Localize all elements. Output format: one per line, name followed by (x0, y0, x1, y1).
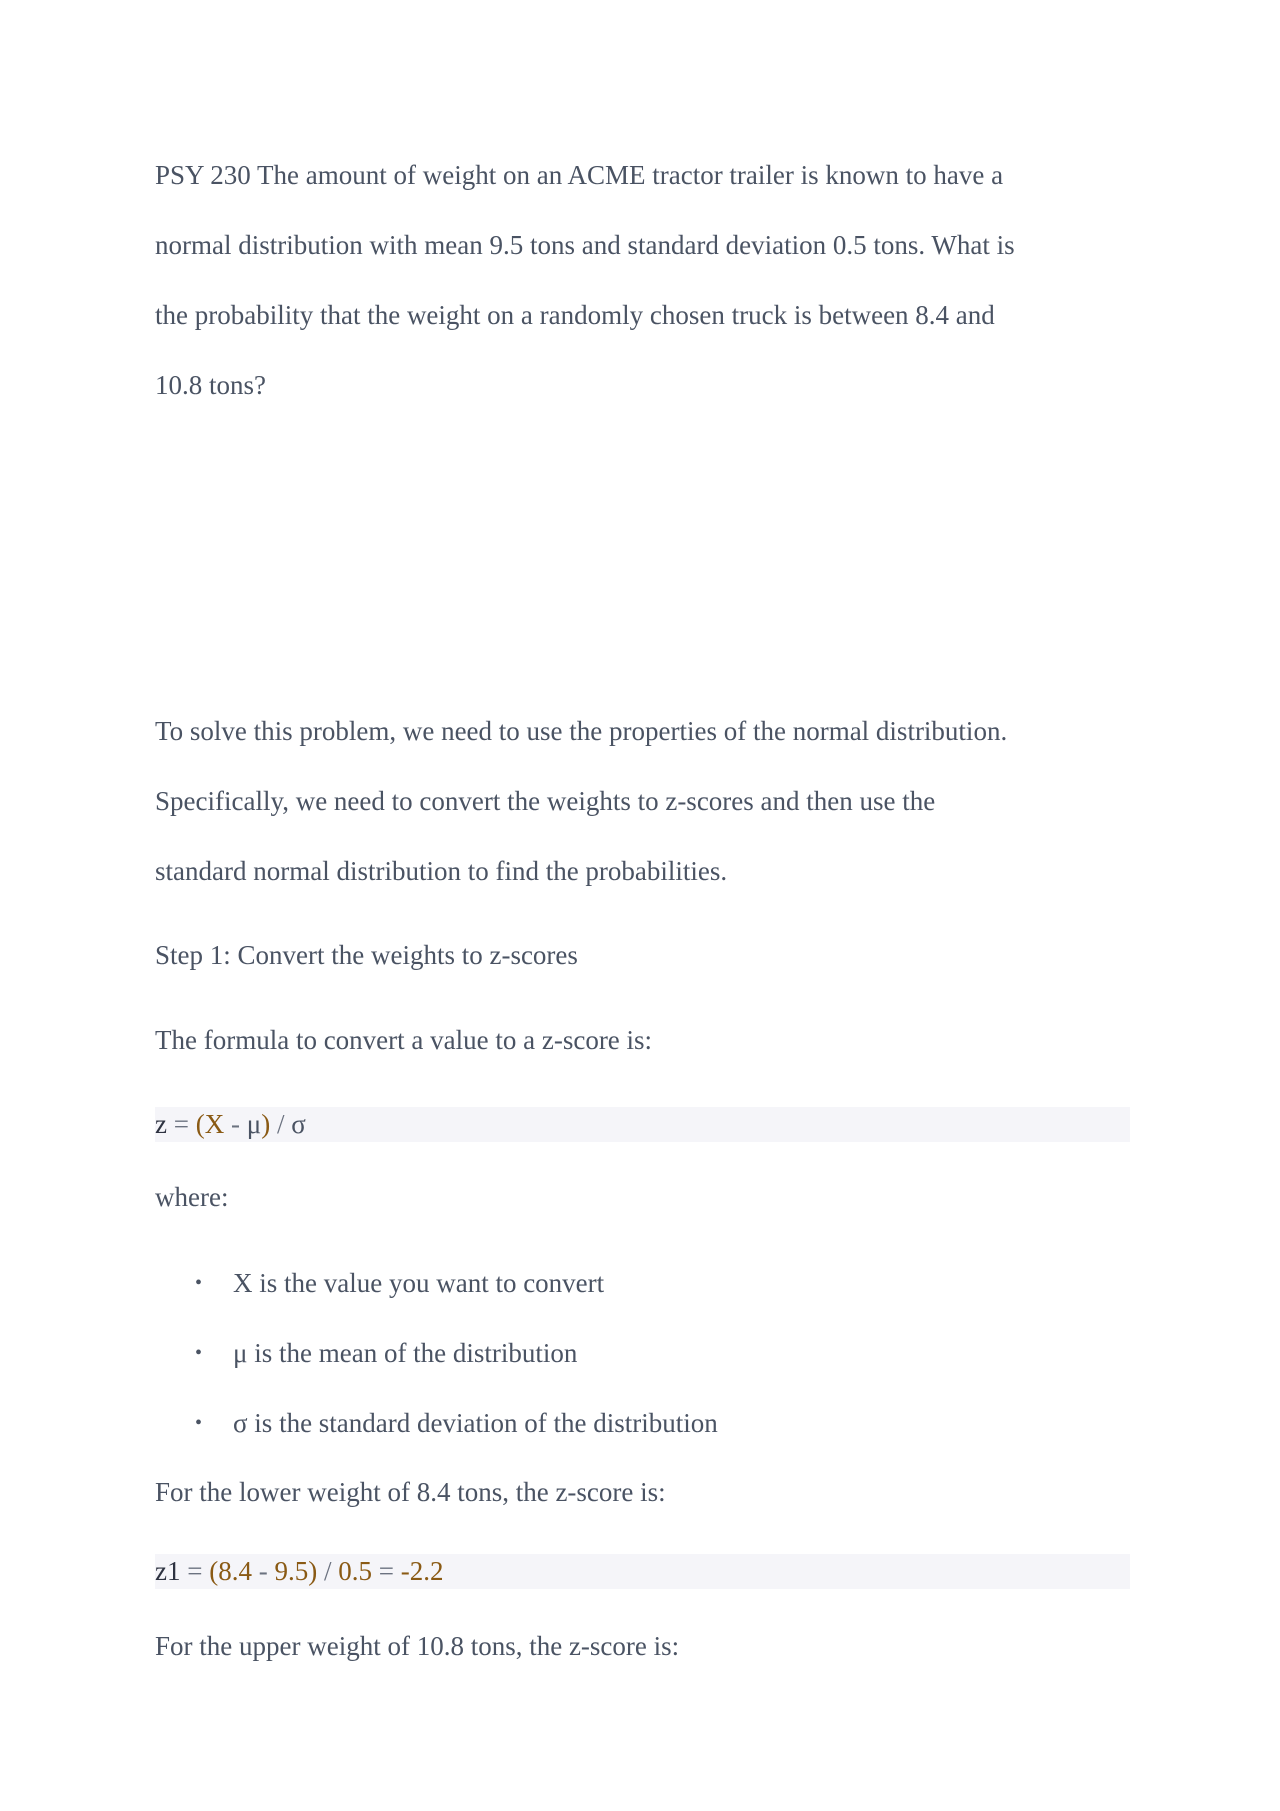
definitions-list (155, 1248, 1130, 1458)
intro-line: standard normal distribution to find the probabilities. (155, 856, 728, 886)
zscore-formula: z = (X - μ) / σ (155, 1107, 1130, 1142)
definition-text: μ is the mean of the distribution (233, 1338, 578, 1368)
where-label: where: (155, 1182, 229, 1212)
bullet-icon: • (195, 1272, 203, 1294)
list-item (155, 1388, 1130, 1458)
upper-intro: For the upper weight of 10.8 tons, the z-score is: (155, 1631, 680, 1661)
list-item (155, 1318, 1130, 1388)
definition-text: X is the value you want to convert (233, 1268, 605, 1298)
definition-text: σ is the standard deviation of the distribution (233, 1408, 718, 1438)
question-line: 10.8 tons? (155, 370, 266, 400)
formula-intro: The formula to convert a value to a z-score is: (155, 1025, 653, 1055)
step1-heading: Step 1: Convert the weights to z-scores (155, 940, 578, 970)
question-line: PSY 230 The amount of weight on an ACME tractor trailer is known to have a (155, 160, 1004, 190)
list-item (155, 1248, 1130, 1318)
bullet-icon: • (195, 1412, 203, 1434)
intro-paragraph (155, 696, 1130, 906)
bullet-icon: • (195, 1342, 203, 1364)
question-paragraph (155, 140, 1130, 420)
question-line: normal distribution with mean 9.5 tons and standard deviation 0.5 tons. What is (155, 230, 1015, 260)
lower-intro: For the lower weight of 8.4 tons, the z-score is: (155, 1477, 666, 1507)
question-line: the probability that the weight on a randomly chosen truck is between 8.4 and (155, 300, 995, 330)
intro-line: To solve this problem, we need to use the properties of the normal distribution. (155, 716, 1008, 746)
lower-zscore-formula: z1 = (8.4 - 9.5) / 0.5 = -2.2 (155, 1554, 1130, 1589)
intro-line: Specifically, we need to convert the weights to z-scores and then use the (155, 786, 936, 816)
